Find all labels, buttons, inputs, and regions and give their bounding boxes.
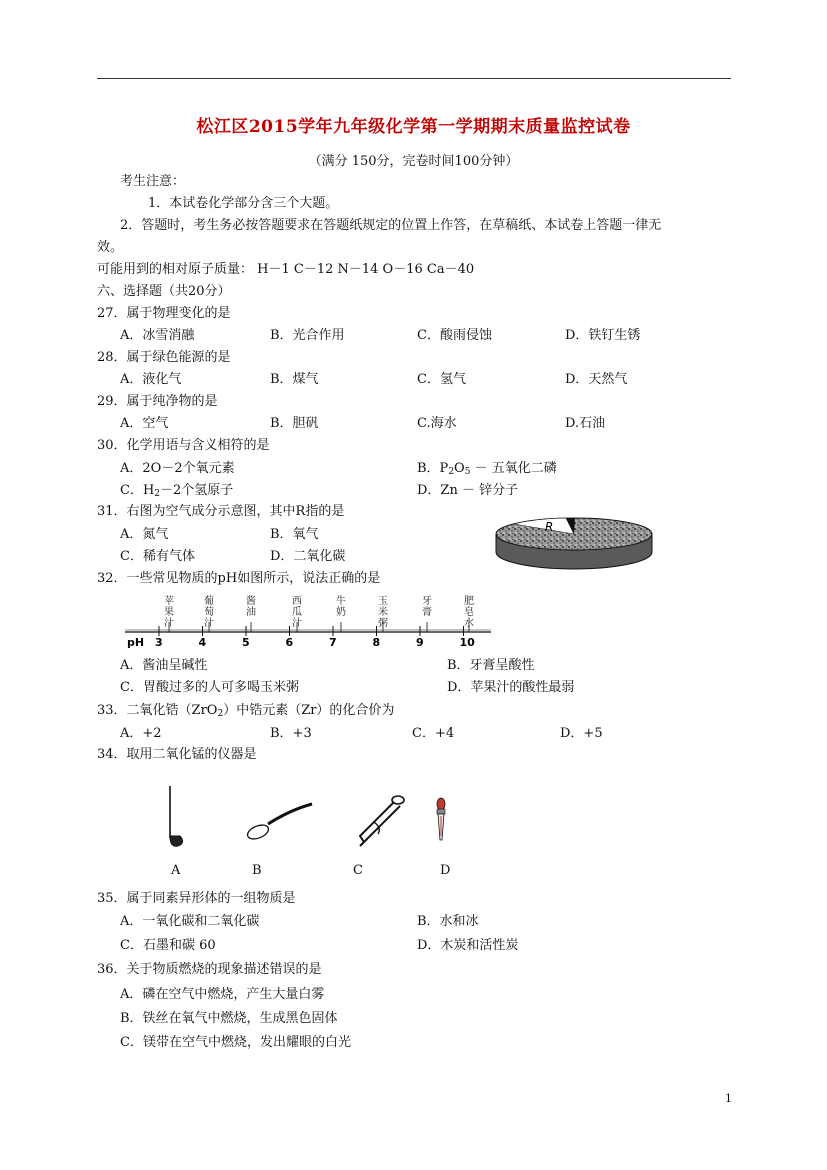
ph-tick-label: 7 bbox=[329, 636, 337, 649]
header-rule bbox=[97, 78, 731, 79]
instrument-a-spoon bbox=[170, 786, 183, 846]
q27-stem: 27．属于物理变化的是 bbox=[97, 306, 231, 321]
ph-item-char: 苹 bbox=[164, 596, 174, 607]
q32-option-d: D．苹果汁的酸性最弱 bbox=[447, 680, 575, 695]
ph-item-char: 米 bbox=[378, 607, 388, 618]
ph-item-char: 牙 bbox=[422, 596, 432, 607]
ph-axis-label: pH bbox=[127, 636, 145, 649]
q30-option-d: D．Zn － 锌分子 bbox=[417, 483, 519, 498]
q28-option-c: C．氢气 bbox=[417, 372, 466, 387]
instrument-label-d: D bbox=[440, 863, 451, 878]
atomic-masses: 可能用到的相对原子质量： H－1 C－12 N－14 O－16 Ca－40 bbox=[97, 262, 475, 277]
ph-item-char: 粥 bbox=[378, 618, 388, 629]
ph-item-char: 油 bbox=[246, 607, 256, 618]
ph-tick-label: 3 bbox=[155, 636, 163, 649]
ph-tick-label: 9 bbox=[416, 636, 424, 649]
exam-title: 松江区2015学年九年级化学第一学期期末质量监控试卷 bbox=[196, 117, 631, 137]
q29-option-d: D.石油 bbox=[565, 416, 606, 431]
q33-option-c: C．+4 bbox=[412, 726, 455, 741]
ph-item-char: 皂 bbox=[464, 607, 474, 618]
instrument-label-a: A bbox=[171, 863, 181, 878]
q31-option-a: A．氮气 bbox=[120, 527, 169, 542]
ph-item-char: 萄 bbox=[204, 607, 214, 618]
q31-option-b: B．氧气 bbox=[270, 527, 319, 542]
q33-option-d: D．+5 bbox=[560, 726, 603, 741]
ph-tick-label: 10 bbox=[459, 636, 475, 649]
ph-item-char: 汁 bbox=[204, 618, 214, 629]
ph-tick-label: 5 bbox=[242, 636, 250, 649]
q33-option-a: A．+2 bbox=[120, 726, 162, 741]
ph-item-char: 瓜 bbox=[292, 607, 302, 618]
instrument-d-dropper bbox=[437, 798, 445, 840]
q30-option-c: C．H2－2个氢原子 bbox=[120, 483, 234, 499]
ph-item-char: 西 bbox=[292, 596, 302, 607]
q28-option-d: D．天然气 bbox=[565, 372, 628, 387]
instrument-c-tongs bbox=[360, 796, 404, 846]
q29-option-a: A．空气 bbox=[120, 416, 169, 431]
q30-option-b: B．P2O5 － 五氧化二磷 bbox=[417, 461, 557, 477]
ph-tick-label: 6 bbox=[285, 636, 294, 649]
note-2-line-2: 效。 bbox=[97, 240, 124, 255]
q30-stem: 30．化学用语与含义相符的是 bbox=[97, 438, 270, 453]
q28-option-b: B．煤气 bbox=[270, 372, 319, 387]
q28-option-a: A．液化气 bbox=[120, 372, 182, 387]
ph-item-char: 酱 bbox=[246, 596, 256, 607]
q35-option-c: C．石墨和碳 60 bbox=[120, 938, 216, 953]
ph-tick-label: 4 bbox=[198, 636, 207, 649]
ph-item-labels bbox=[164, 594, 474, 632]
q29-option-c: C.海水 bbox=[417, 416, 457, 431]
ph-item-char: 牛 bbox=[336, 596, 346, 607]
instrument-label-c: C bbox=[353, 863, 363, 878]
ph-item-char: 玉 bbox=[378, 596, 388, 607]
ph-item-char: 汁 bbox=[164, 618, 174, 629]
instrument-b-spatula bbox=[246, 804, 312, 842]
instrument-label-b: B bbox=[252, 863, 262, 878]
ph-item-char: 奶 bbox=[336, 607, 346, 618]
r-label: R bbox=[545, 520, 554, 534]
ph-item-char: 肥 bbox=[464, 596, 474, 607]
q31-option-d: D．二氧化碳 bbox=[270, 549, 346, 564]
q29-option-b: B．胆矾 bbox=[270, 416, 319, 431]
q32-option-b: B．牙膏呈酸性 bbox=[447, 658, 535, 673]
q28-stem: 28．属于绿色能源的是 bbox=[97, 350, 231, 365]
q35-option-a: A．一氧化碳和二氧化碳 bbox=[120, 914, 260, 929]
page-number: 1 bbox=[725, 1092, 732, 1105]
q36-option-a: A．磷在空气中燃烧，产生大量白雾 bbox=[120, 987, 325, 1002]
ph-item-char: 果 bbox=[164, 607, 174, 618]
q31-stem: 31．右图为空气成分示意图，其中R指的是 bbox=[97, 504, 345, 519]
q36-option-c: C．镁带在空气中燃烧，发出耀眼的白光 bbox=[120, 1035, 351, 1050]
exam-subtitle: （满分 150分，完卷时间100分钟） bbox=[308, 154, 519, 169]
q33-option-b: B．+3 bbox=[270, 726, 312, 741]
notes-header: 考生注意： bbox=[120, 174, 186, 189]
q35-option-b: B．水和冰 bbox=[417, 914, 479, 929]
ph-item-char: 葡 bbox=[204, 596, 214, 607]
q36-option-b: B．铁丝在氧气中燃烧，生成黑色固体 bbox=[120, 1011, 338, 1026]
q36-stem: 36．关于物质燃烧的现象描述错误的是 bbox=[97, 962, 322, 977]
q34-stem: 34．取用二氧化锰的仪器是 bbox=[97, 747, 257, 762]
q30-option-a: A．2O－2个氧元素 bbox=[120, 461, 235, 476]
q27-option-a: A．冰雪消融 bbox=[120, 328, 195, 343]
ph-scale-figure bbox=[125, 592, 495, 650]
instruments-figure bbox=[150, 780, 480, 880]
q29-stem: 29．属于纯净物的是 bbox=[97, 394, 218, 409]
q32-stem: 32．一些常见物质的pH如图所示，说法正确的是 bbox=[97, 571, 381, 586]
q33-stem: 33．二氧化锆（ZrO2）中锆元素（Zr）的化合价为 bbox=[97, 703, 395, 719]
note-2-line-1: 2．答题时，考生务必按答题要求在答题纸规定的位置上作答，在草稿纸、本试卷上答题一律无 bbox=[120, 218, 662, 233]
q31-option-c: C．稀有气体 bbox=[120, 549, 195, 564]
q35-option-d: D．木炭和活性炭 bbox=[417, 938, 519, 953]
ph-item-char: 汁 bbox=[292, 618, 302, 629]
q27-option-d: D．铁钉生锈 bbox=[565, 328, 641, 343]
q32-option-a: A．酱油呈碱性 bbox=[120, 658, 208, 673]
q27-option-c: C．酸雨侵蚀 bbox=[417, 328, 492, 343]
air-composition-figure bbox=[490, 510, 660, 576]
ph-item-char: 膏 bbox=[422, 607, 432, 618]
note-1: 1．本试卷化学部分含三个大题。 bbox=[148, 196, 339, 211]
q32-option-c: C．胃酸过多的人可多喝玉米粥 bbox=[120, 680, 299, 695]
q27-option-b: B．光合作用 bbox=[270, 328, 345, 343]
section-heading: 六、选择题（共20分） bbox=[97, 284, 231, 299]
ph-tick-label: 8 bbox=[372, 636, 381, 649]
q35-stem: 35．属于同素异形体的一组物质是 bbox=[97, 891, 296, 906]
ph-item-char: 水 bbox=[464, 618, 474, 629]
